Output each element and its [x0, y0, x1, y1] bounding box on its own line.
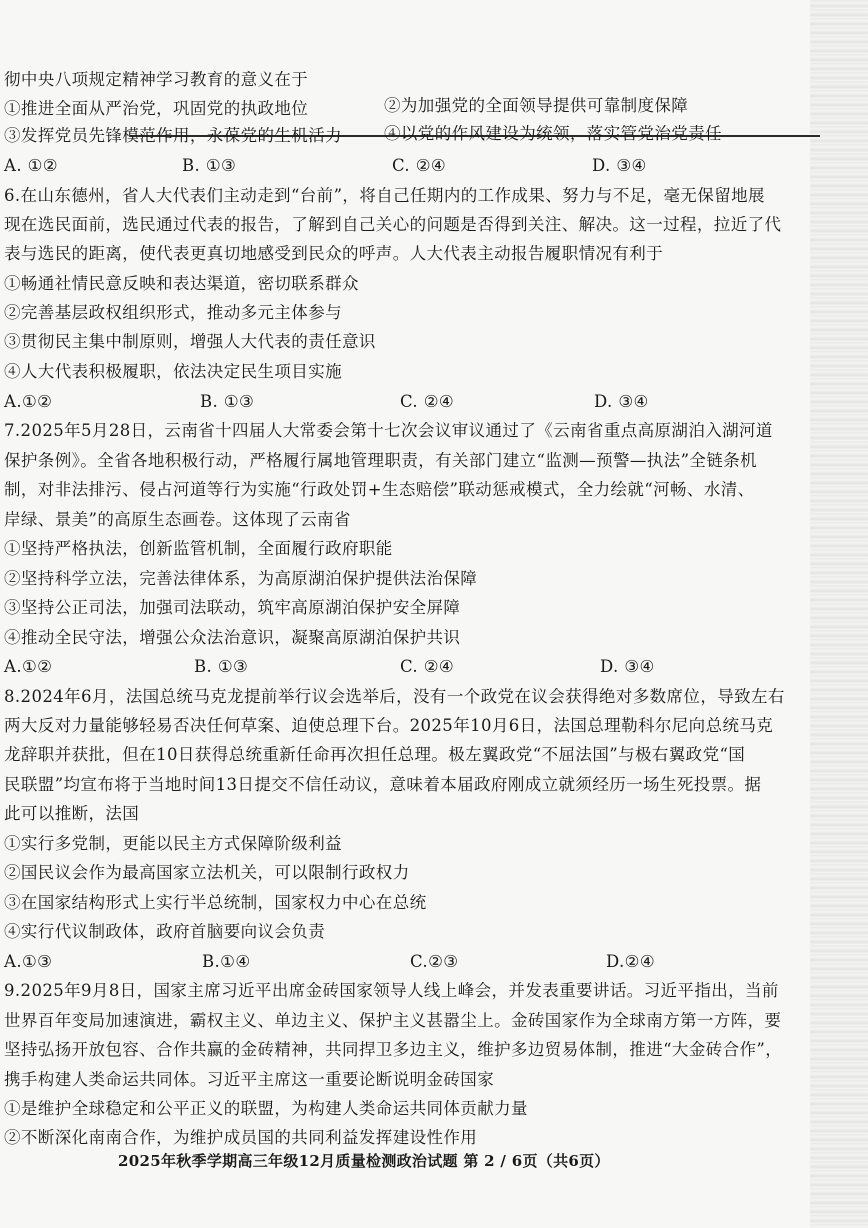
- q9-stem-line-3: 坚持弘扬开放包容、合作共赢的金砖精神，共同捍卫多边主义，维护多边贸易体制，推进“大金砖合作”，: [4, 1040, 783, 1059]
- q8-option-a: A.①③: [4, 952, 53, 971]
- q6-option-b: B. ①③: [200, 392, 255, 411]
- q6-stem-line-2: 现在选民面前，选民通过代表的报告，了解到自己关心的问题是否得到关注、解决。这一过程，拉近了代: [4, 215, 782, 234]
- q7-option-c: C. ②④: [400, 657, 455, 676]
- q6-statement-1: ①畅通社情民意反映和表达渠道，密切联系群众: [4, 274, 359, 293]
- q8-option-d: D.②④: [606, 952, 656, 971]
- q7-stem-line-3: 制，对非法排污、侵占河道等行为实施“行政处罚+生态赔偿”联动惩戒模式，全力绘就“河畅、水清、: [4, 480, 755, 499]
- q7-statement-4: ④推动全民守法，增强公众法治意识，凝聚高原湖泊保护共识: [4, 628, 461, 647]
- q9-stem-line-4: 携手构建人类命运共同体。习近平主席这一重要论断说明金砖国家: [4, 1070, 495, 1089]
- q7-option-a: A.①②: [4, 657, 53, 676]
- q6-stem-line-3: 表与选民的距离，使代表更真切地感受到民众的呼声。人大代表主动报告履职情况有利于: [4, 244, 664, 263]
- q8-stem-line-3: 龙辞职并获批，但在10日获得总统重新任命再次担任总理。极左翼政党“不屈法国”与极右翼政党“国: [4, 745, 746, 764]
- q5-statement-4: ④以党的作风建设为统领，落实管党治党责任: [384, 124, 722, 143]
- q8-statement-2: ②国民议会作为最高国家立法机关，可以限制行政权力: [4, 863, 410, 882]
- q5-option-c: C. ②④: [392, 156, 447, 175]
- q6-option-c: C. ②④: [400, 392, 455, 411]
- q7-stem-line-1: 7.2025年5月28日，云南省十四届人大常委会第十七次会议审议通过了《云南省重点高原湖泊入湖河道: [4, 421, 773, 440]
- q6-statement-2: ②完善基层政权组织形式，推动多元主体参与: [4, 303, 342, 322]
- q8-statement-3: ③在国家结构形式上实行半总统制，国家权力中心在总统: [4, 893, 427, 912]
- page-footer: 2025年秋季学期高三年级12月质量检测政治试题 第 2 / 6页（共6页）: [118, 1152, 610, 1170]
- q5-statement-2: ②为加强党的全面领导提供可靠制度保障: [384, 96, 689, 115]
- q5-stem-tail: 彻中央八项规定精神学习教育的意义在于: [4, 70, 309, 89]
- q9-stem-line-2: 世界百年变局加速演进，霸权主义、单边主义、保护主义甚嚣尘上。金砖国家作为全球南方第一方阵，要: [4, 1011, 782, 1030]
- scan-edge: [810, 0, 868, 1228]
- q8-option-c: C.②③: [410, 952, 459, 971]
- q7-statement-2: ②坚持科学立法，完善法律体系，为高原湖泊保护提供法治保障: [4, 569, 478, 588]
- q6-option-a: A.①②: [4, 392, 53, 411]
- q8-stem-line-2: 两大反对力量能够轻易否决任何草案、迫使总理下台。2025年10月6日，法国总理勒科尔尼向总统马克: [4, 716, 774, 735]
- q6-stem-line-1: 6.在山东德州，省人大代表们主动走到“台前”，将自己任期内的工作成果、努力与不足，毫无保留地展: [4, 186, 765, 205]
- q5-option-a: A. ①②: [4, 156, 58, 175]
- q8-statement-4: ④实行代议制政体，政府首脑要向议会负责: [4, 922, 326, 941]
- q6-statement-4: ④人大代表积极履职，依法决定民生项目实施: [4, 362, 342, 381]
- q6-statement-3: ③贯彻民主集中制原则，增强人大代表的责任意识: [4, 332, 376, 351]
- q7-statement-1: ①坚持严格执法，创新监管机制，全面履行政府职能: [4, 539, 393, 558]
- q7-stem-line-2: 保护条例》。全省各地积极行动，严格履行属地管理职责，有关部门建立“监测—预警—执法”全链条机: [4, 451, 758, 470]
- q8-stem-line-4: 民联盟”均宣布将于当地时间13日提交不信任动议，意味着本届政府刚成立就须经历一场生死投票。据: [4, 775, 762, 794]
- q9-stem-line-1: 9.2025年9月8日，国家主席习近平出席金砖国家领导人线上峰会，并发表重要讲话。习近平指出，当前: [4, 981, 779, 1000]
- q7-option-b: B. ①③: [194, 657, 249, 676]
- q5-option-b: B. ①③: [182, 156, 237, 175]
- q7-option-d: D. ③④: [600, 657, 655, 676]
- q7-statement-3: ③坚持公正司法，加强司法联动，筑牢高原湖泊保护安全屏障: [4, 598, 461, 617]
- q8-statement-1: ①实行多党制，更能以民主方式保障阶级利益: [4, 834, 342, 853]
- q5-statement-1: ①推进全面从严治党，巩固党的执政地位: [4, 99, 309, 118]
- q8-stem-line-5: 此可以推断，法国: [4, 804, 140, 823]
- q8-option-b: B.①④: [202, 952, 251, 971]
- q8-stem-line-1: 8.2024年6月，法国总统马克龙提前举行议会选举后，没有一个政党在议会获得绝对多数席位，导致左右: [4, 687, 785, 706]
- q5-option-d: D. ③④: [592, 156, 647, 175]
- q9-statement-2: ②不断深化南南合作，为维护成员国的共同利益发挥建设性作用: [4, 1128, 478, 1147]
- q6-option-d: D. ③④: [594, 392, 649, 411]
- q7-stem-line-4: 岸绿、景美”的高原生态画卷。这体现了云南省: [4, 510, 351, 529]
- q9-statement-1: ①是维护全球稳定和公平正义的联盟，为构建人类命运共同体贡献力量: [4, 1099, 528, 1118]
- q5-statement-3: ③发挥党员先锋模范作用，永葆党的生机活力: [4, 126, 342, 145]
